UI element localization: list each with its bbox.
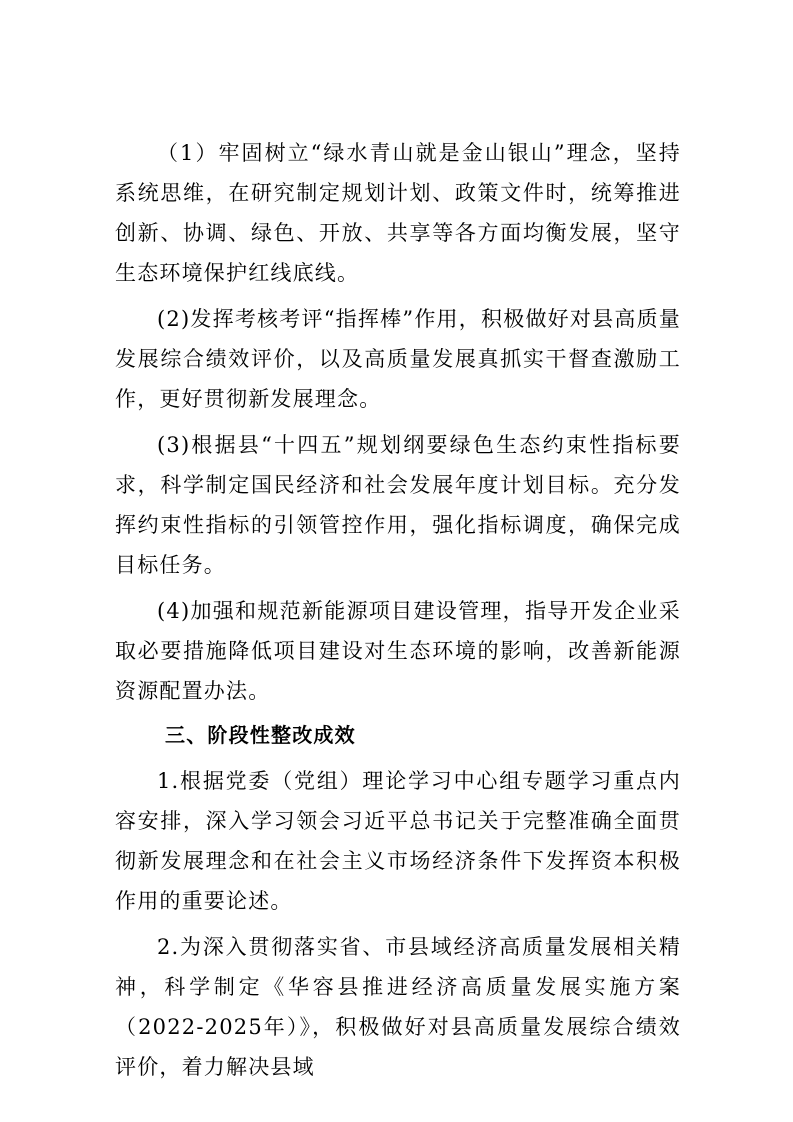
paragraph-item-1: （1）牢固树立“绿水青山就是金山银山”理念，坚持系统思维，在研究制定规划计划、政策文件时，统筹推进创新、协调、绿色、开放、共享等各方面均衡发展，坚守生态环境保护红线底线。 [115, 141, 681, 285]
paragraph-result-1: 1.根据党委（党组）理论学习中心组专题学习重点内容安排，深入学习领会习近平总书记关于完整准确全面贯彻新发展理念和在社会主义市场经济条件下发挥资本积极作用的重要论述。 [115, 769, 681, 913]
paragraph-result-2: 2.为深入贯彻落实省、市县域经济高质量发展相关精神，科学制定《华容县推进经济高质量发展实施方案（2022-2025年）》，积极做好对县高质量发展综合绩效评价，着力解决县域 [115, 935, 681, 1079]
paragraph-item-3: (3)根据县“十四五”规划纲要绿色生态约束性指标要求，科学制定国民经济和社会发展年度计划目标。充分发挥约束性指标的引领管控作用，强化指标调度，确保完成目标任务。 [115, 433, 681, 577]
section-heading: 三、阶段性整改成效 [165, 723, 356, 747]
document-page [115, 133, 681, 1087]
paragraph-item-4: (4)加强和规范新能源项目建设管理，指导开发企业采取必要措施降低项目建设对生态环境的影响，改善新能源资源配置办法。 [115, 599, 681, 703]
paragraph-item-2: (2)发挥考核考评“指挥棒”作用，积极做好对县高质量发展综合绩效评价，以及高质量发展真抓实干督查激励工作，更好贯彻新发展理念。 [115, 307, 681, 411]
